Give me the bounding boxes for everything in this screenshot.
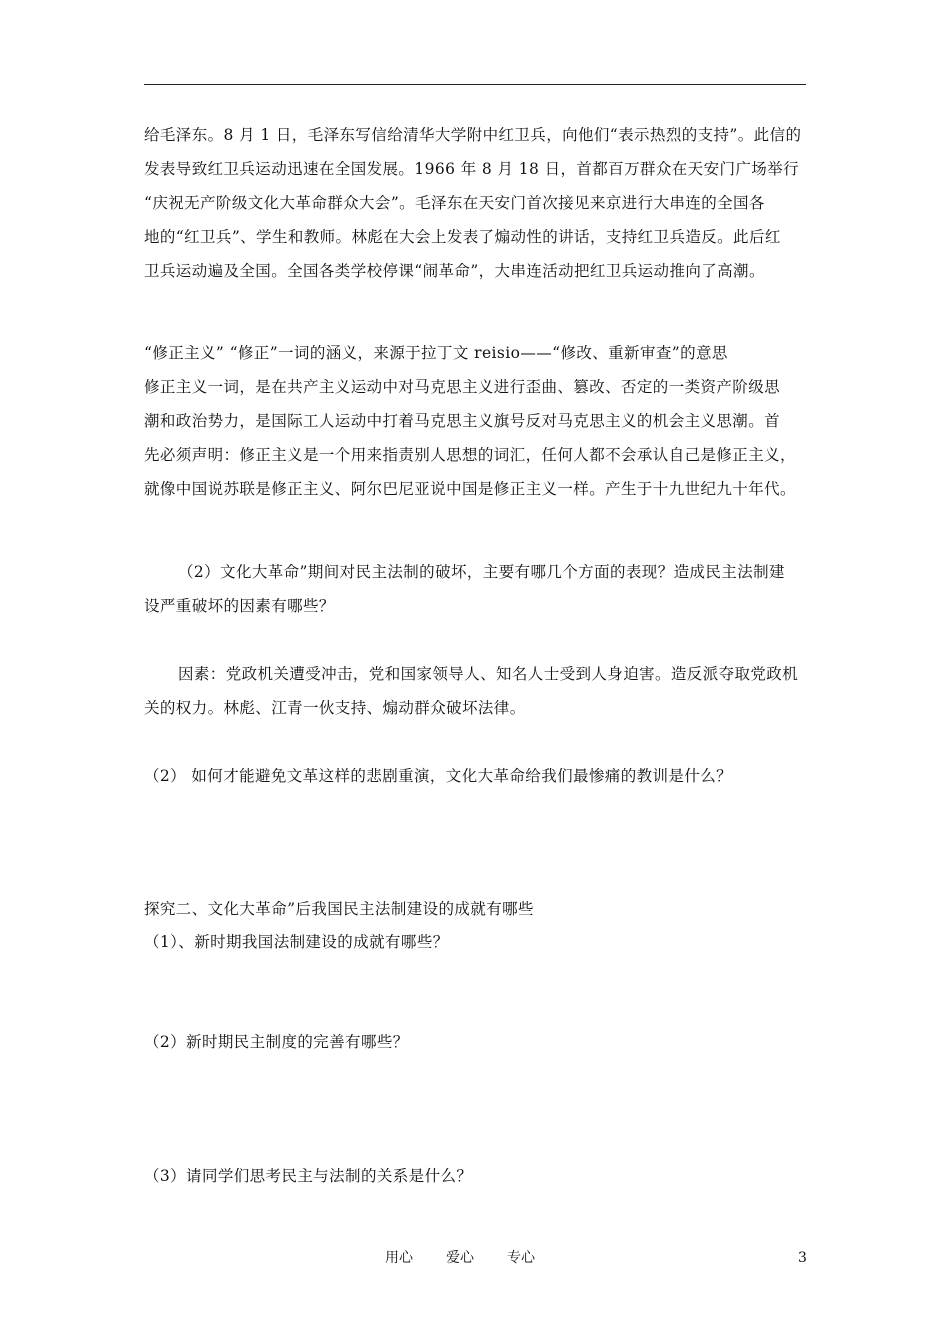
paragraph-factors [144, 657, 810, 725]
question-1-legal-achievements: （1）、新时期我国法制建设的成就有哪些？ [144, 933, 449, 951]
question-3-democracy-law: （3）请同学们思考民主与法制的关系是什么？ [144, 1167, 473, 1185]
text-line: “庆祝无产阶级文化大革命群众大会”。毛泽东在天安门首次接见来京进行大串连的全国各 [144, 194, 765, 212]
text-line: “修正主义” “修正”一词的涵义，来源于拉丁文 reisio——“修改、重新审查”的意思 [144, 344, 728, 362]
text-line: 关的权力。林彪、江青一伙支持、煽动群众破坏法律。 [144, 699, 526, 717]
footer-motto-1: 用心 [385, 1250, 413, 1266]
page-number: 3 [798, 1250, 807, 1266]
footer-motto-2: 爱心 [446, 1250, 474, 1266]
paragraph-red-guards [144, 118, 810, 288]
exploration-2-heading: 探究二、文化大革命”后我国民主法制建设的成就有哪些 [144, 900, 534, 918]
text-line: 潮和政治势力，是国际工人运动中打着马克思主义旗号反对马克思主义的机会主义思潮。首 [144, 412, 781, 430]
text-line: 发表导致红卫兵运动迅速在全国发展。1966 年 8 月 18 日，首都百万群众在天安门广场举行 [144, 160, 799, 178]
question-2-democratic-system: （2）新时期民主制度的完善有哪些？ [144, 1033, 409, 1051]
text-line: 设严重破坏的因素有哪些？ [144, 597, 335, 615]
text-line: 先必须声明：修正主义是一个用来指责别人思想的词汇，任何人都不会承认自己是修正主义， [144, 446, 796, 464]
footer-motto-3: 专心 [507, 1250, 535, 1266]
text-line: 修正主义一词，是在共产主义运动中对马克思主义进行歪曲、篡改、否定的一类资产阶级思 [144, 378, 781, 396]
text-line: 因素：党政机关遭受冲击，党和国家领导人、知名人士受到人身迫害。造反派夺取党政机 [178, 665, 799, 683]
paragraph-revisionism [144, 336, 810, 506]
text-line: 地的“红卫兵”、学生和教师。林彪在大会上发表了煽动性的讲话，支持红卫兵造反。此后红 [144, 228, 781, 246]
question-lesson: （2） 如何才能避免文革这样的悲剧重演，文化大革命给我们最惨痛的教训是什么？ [144, 767, 732, 785]
text-line: 给毛泽东。8 月 1 日，毛泽东写信给清华大学附中红卫兵，向他们“表示热烈的支持”。此信的 [144, 126, 802, 144]
text-line: （2）文化大革命”期间对民主法制的破坏，主要有哪几个方面的表现？造成民主法制建 [178, 563, 785, 581]
question-2-destruction [144, 555, 810, 623]
header-rule [144, 84, 806, 85]
text-line: 卫兵运动遍及全国。全国各类学校停课“闹革命”，大串连活动把红卫兵运动推向了高潮。 [144, 262, 765, 280]
text-line: 就像中国说苏联是修正主义、阿尔巴尼亚说中国是修正主义一样。产生于十九世纪九十年代。 [144, 480, 796, 498]
